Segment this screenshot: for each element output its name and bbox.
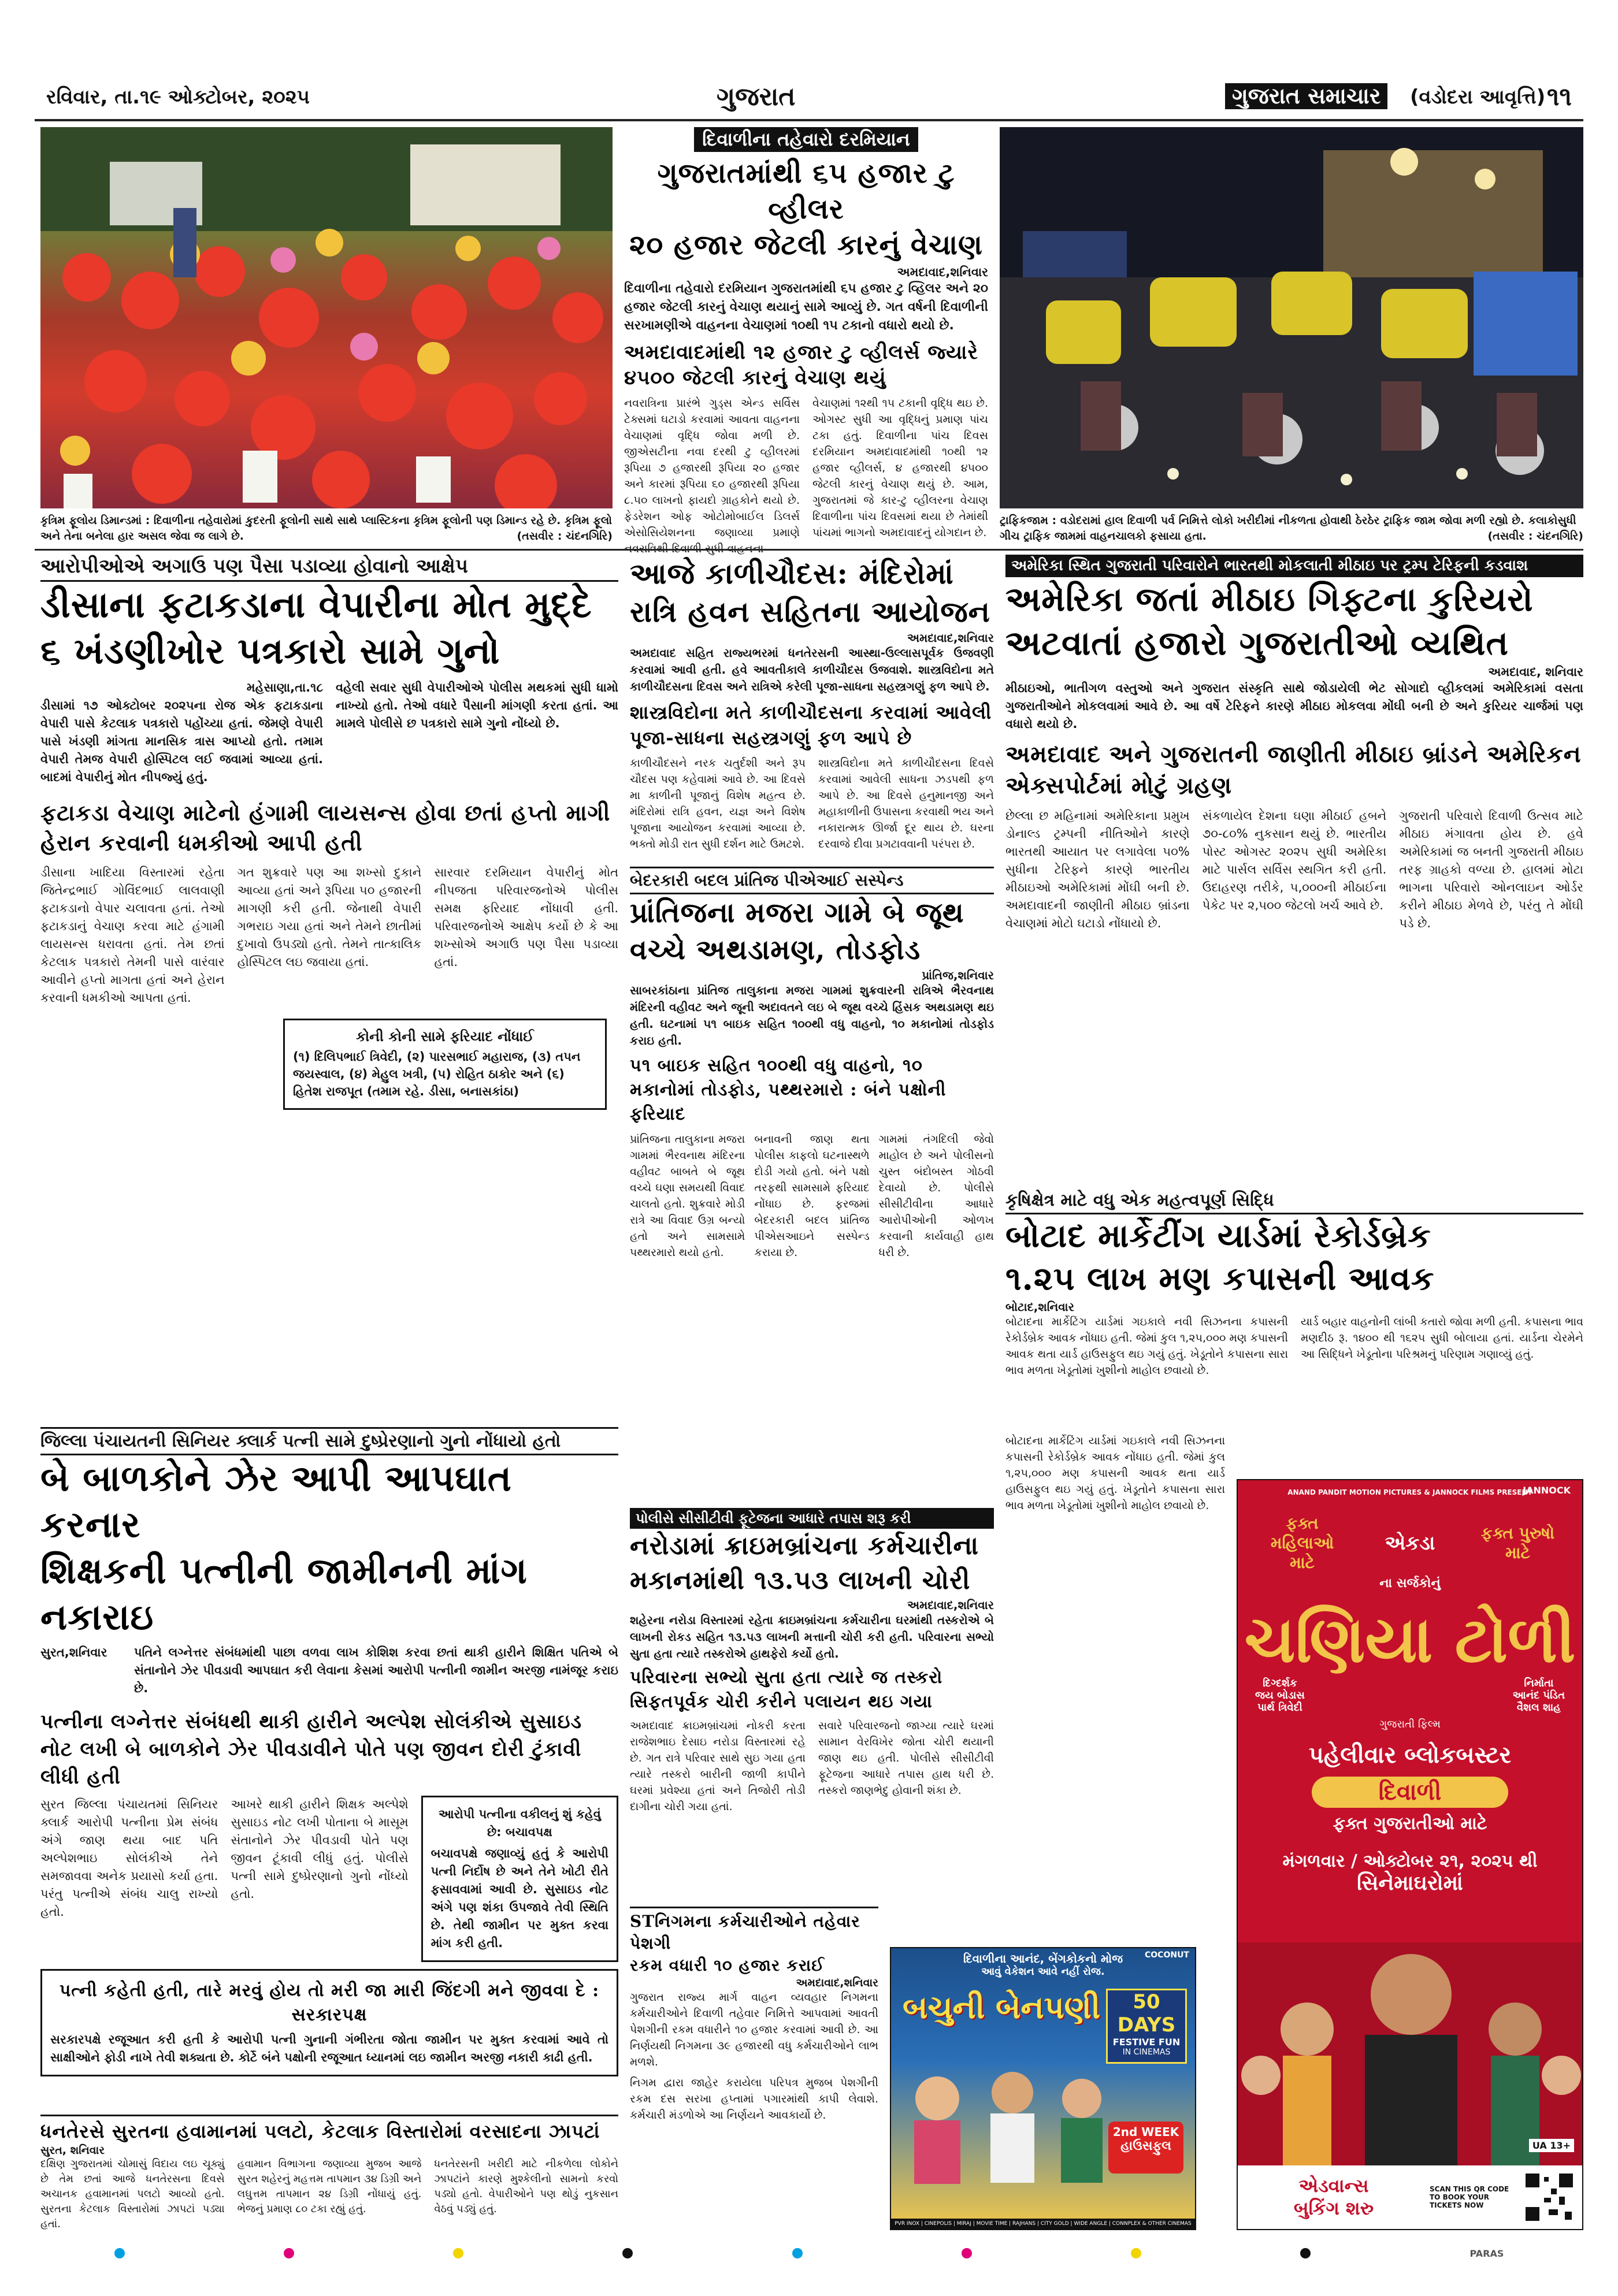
temples-lead: અમદાવાદ સહિત રાજ્યભરમાં ધનતેરસની આસ્થા-ઉલ્લાસપૂર્વક ઉજવણી કરવામાં આવી હતી. હવે આવતીકાલે કાળીચૌદસ ઉજવાશે. શાસ્ત્રવિદોના મતે કાળીચૌદસના દિવસ અને રાત્રિએ કરેલી પૂજા-સાધના સહસ્ત્રગણું ફળ આપે છે. — [630, 646, 994, 693]
cars-headline-2: ૨૦ હજાર જેટલી કારનું વેચાણ — [629, 229, 983, 261]
pantij-dateline: પ્રાંતિજ,શનિવાર — [922, 968, 994, 982]
deesa-kicker: આરોપીઓએ અગાઉ પણ પૈસા પડાવ્યા હોવાનો આક્ષેપ — [40, 555, 618, 582]
deesa-box-body: (૧) દિલિપભાઈ ત્રિવેદી, (૨) પારસભાઈ મહારાજ, (૩) તપન જયસ્વાલ, (૪) મેહુલ ખત્રી, (૫) રોહિત ઠાકોર અને (૬) હિતેશ રાજપૂત (તમામ રહે. ડીસા, બનાસકાંઠા) — [293, 1050, 581, 1098]
traffic-caption — [1000, 513, 1583, 544]
poison-subhead: પત્નીના લગ્નેત્તર સંબંધથી થાકી હારીને અલ્પેશ સોલંકીએ સુસાઇડ નોટ લખી બે બાળકોને ઝેર પીવડાવીને પોતે પણ જીવન દોરી ટુંકાવી લીધી હતી — [40, 1710, 582, 1789]
ad-cowriter: વૈશલ શાહ — [1516, 1701, 1561, 1714]
sweets-col-2: સંકળાયેલ દેશના ઘણા મીઠાઈ હબને ૭૦-૮૦% નુકસાન થયું છે. ભારતીય પોસ્ટ ઓગસ્ટ ૨૦૨૫ સુધી અમેરિકા માટે પાર્સલ સર્વિસ સ્થગિત કરી હતી. ઉદાહરણ તરીકે, ૫,૦૦૦ની મીઠાઈના પેકેટ પર ૨,૫૦૦ જેટલો ખર્ચ આવે છે. — [1202, 809, 1387, 912]
story-st — [630, 1907, 878, 2230]
story-poison — [40, 1427, 618, 2109]
naroda-col-2: સવારે પરિવારજનો જાગ્યા ત્યારે ઘરમાં સામાન વેરવિખેર જોતા ચોરી થયાની જાણ થઇ હતી. પોલીસે સીસીટીવી ફૂટેજના આધારે તપાસ હાથ ધરી છે. તસ્કરો જાણભેદુ હોવાની શંકા છે. — [818, 1719, 994, 1797]
flowers-caption — [40, 513, 613, 544]
story-naroda — [630, 1508, 994, 1813]
yellow-dot — [1131, 2248, 1141, 2258]
sweets-headline-1: અમેરિકા જતાં મીઠાઇ ગિફ્ટના કુરિયરો — [1005, 579, 1534, 619]
botad-col-1: બોટાદના માર્કેટિંગ યાર્ડમાં ગઇકાલે નવી સિઝનના કપાસની રેકોર્ડબ્રેક આવક નોંધાઇ હતી. જેમાં કુલ ૧,૨૫,૦૦૦ મણ કપાસની આવક થતા યાર્ડ હાઉસફુલ થઇ ગયું હતું. ખેડૂતોને કપાસના સારા ભાવ મળતા ખેડૂતોમાં ખુશીનો માહોલ છવાયો છે. — [1005, 1316, 1288, 1377]
temples-col-1: કાળીચૌદસને નરક ચતુર્દશી અને રૂપ ચૌદસ પણ કહેવામાં આવે છે. આ દિવસે મા કાળીની પૂજાનું વિશેષ મહત્વ છે. મંદિરોમાં રાત્રિ હવન, યજ્ઞ અને વિશેષ પૂજાના આયોજન કરવામાં આવ્યા છે. ભક્તો મોડી રાત સુધી દર્શન માટે ઉમટશે. — [630, 757, 806, 850]
masthead — [35, 81, 1583, 118]
naroda-subhead: પરિવારના સભ્યો સુતા હતા ત્યારે જ તસ્કરો સિફતપૂર્વક ચોરી કરીને પલાયન થઇ ગયા — [630, 1667, 943, 1712]
rule-row1 — [35, 549, 1583, 551]
masthead-rule — [35, 119, 1583, 121]
sweets-kicker: અમેરિકા સ્થિત ગુજરાતી પરિવારોને ભારતથી મોકલાતી મીઠાઇ પર ટ્રમ્પ ટેરિફની કડવાશ — [1005, 555, 1583, 577]
botad-continued-text: બોટાદના માર્કેટિંગ યાર્ડમાં ગઇકાલે નવી સિઝનના કપાસની રેકોર્ડબ્રેક આવક નોંધાઇ હતી. જેમાં કુલ ૧,૨૫,૦૦૦ મણ કપાસની આવક થતા યાર્ડ હાઉસફુલ થઇ ગયું હતું. ખેડૂતોને કપાસના સારા ભાવ મળતા ખેડૂતોમાં ખુશીનો માહોલ છવાયો છે. — [1005, 1435, 1225, 1512]
traffic-photo — [1000, 127, 1583, 508]
ad-chaniya-toli[interactable] — [1237, 1479, 1583, 2230]
cars-kicker: દિવાળીના તહેવારો દરમિયાન — [694, 127, 918, 152]
ad-producer: આનંદ પંડિત — [1512, 1689, 1565, 1701]
temples-kicker: આજે કાળીચૌદસ: મંદિરોમાં — [630, 556, 954, 590]
botad-col-2: યાર્ડ બહાર વાહનોની લાંબી કતારો જોવા મળી હતી. કપાસના ભાવ મણદીઠ રૂ. ૧૪૦૦ થી ૧૬૨૫ સુધી બોલાયા હતાં. યાર્ડના ચેરમેને આ સિદ્ધિને ખેડૂતોના પરિશ્રમનું પરિણામ ગણાવ્યું હતું. — [1301, 1316, 1583, 1361]
black-dot — [1300, 2248, 1311, 2258]
ad-booking: બુકિંગ શરુ — [1293, 2197, 1374, 2219]
flowers-photo — [40, 127, 613, 508]
cyan-dot — [114, 2248, 125, 2258]
ad-producer-label: નિર્માતા — [1524, 1677, 1554, 1689]
traffic-credit: (તસવીર : ચંદનગિરિ) — [1487, 530, 1583, 543]
ad-diwali: દિવાળી — [1312, 1777, 1508, 1808]
traffic-illustration — [1000, 127, 1583, 508]
ad-release: મંગળવાર / ઓક્ટોબર ૨૧, ૨૦૨૫ થી — [1282, 1851, 1538, 1871]
ad-bachu-top-2: આવું વેકેશન આવે નહીં રોજ. — [981, 1966, 1105, 1978]
qr-code-icon[interactable] — [1523, 2171, 1575, 2223]
cars-subhead: અમદાવાદમાંથી ૧૨ હજાર ટુ વ્હીલર્સ જ્યારે ૪૫૦૦ જેટલી કારનું વેચાણ થયું — [624, 341, 978, 389]
poison-col-1: સુરત જિલ્લા પંચાયતમાં સિનિયર ક્લાર્ક આરોપી પત્નીના પ્રેમ સંબંધ અંગે જાણ થયા બાદ પતિ અલ્પેશભાઇ સોલંકીએ તેને સમજાવવા અનેક પ્રયાસો કર્યા હતા. પરંતુ પત્નીએ સંબંધ ચાલુ રાખ્યો હતો. — [40, 1797, 218, 1919]
ad-bachu-brand: COCONUT — [1145, 1951, 1189, 1960]
deesa-body-1: ડીસાના ખાદિયા વિસ્તારમાં રહેતા જિતેન્દ્રભાઈ ગોવિંદભાઈ લાલવાણી ફટાકડાનો વેપાર ચલાવતા હતાં. તેઓ ફટાકડાનું વેચાણ કરવા માટે હંગામી લાયસન્સ ધરાવતા હતાં. તેમ છતાં કેટલાક પત્રકારો તેમની પાસે વારંવાર આવીને હપ્તો માગતા હતાં અને હેરાન કરવાની ધમકીઓ આપતા હતાં. — [40, 865, 225, 1005]
deesa-box-title: કોની કોની સામે ફરિયાદ નોંધાઈ — [356, 1028, 534, 1045]
story-pantij — [630, 867, 994, 1416]
poison-headline-1: બે બાળકોને ઝેર આપી આપઘાત કરનાર — [40, 1457, 512, 1545]
deesa-body-3: સારવાર દરમિયાન વેપારીનું મોત નીપજતા પરિવારજનોએ પોલીસ સમક્ષ ફરિયાદ નોંધાવી હતી. પરિવારજનોએ આક્ષેપ કર્યો છે કે આ શખ્સોએ અગાઉ પણ પૈસા પડાવ્યા હતાં. — [434, 865, 619, 969]
pantij-subhead: ૫૧ બાઇક સહિત ૧૦૦થી વધુ વાહનો, ૧૦ મકાનોમાં તોડફોડ, પથ્થરમારો : બંને પક્ષોની ફરિયાદ — [630, 1056, 947, 1124]
masthead-edition: (વડોદરા આવૃત્તિ) — [1410, 86, 1546, 109]
ad-scan-text: SCAN THIS QR CODE TO BOOK YOUR TICKETS NOW — [1430, 2185, 1509, 2209]
ad-advance: એડવાન્સ — [1298, 2175, 1369, 2197]
deesa-accused-box — [283, 1019, 607, 1110]
sweets-lead: મીઠાઇઓ, ભાતીગળ વસ્તુઓ અને ગુજરાત સંસ્કૃતિ સાથે જોડાયેલી ભેટ સોગાદો વ્હીકલમાં અમેરિકામાં વસતા ગુજરાતીઓને મોકલવામાં આવે છે. આ વર્ષે ટેરિફને કારણે મીઠાઇ મોકલવા મોંઘી બની છે અને કુરિયર ચાર્જમાં પણ વધારો થયો છે. — [1005, 681, 1583, 731]
sweets-col-3: ગુજરાતી પરિવારો દિવાળી ઉત્સવ માટે મીઠાઇ મંગાવતા હોય છે. હવે અમેરિકામાં જ બનતી ગુજરાતી મીઠાઇ તરફ ગ્રાહકો વળ્યા છે. હાલમાં મોટા ભાગના પરિવારો ઓનલાઇન ઓર્ડર કરીને મીઠાઇ મેળવે છે, પરંતુ તે મોંઘી પડે છે. — [1399, 809, 1584, 930]
ad-bachu-week-badge — [1108, 2122, 1183, 2174]
poison-defense-box — [421, 1796, 618, 1962]
masthead-paper: ગુજરાત સમાચાર — [1225, 83, 1387, 109]
pantij-col-3: ગામમાં તંગદિલી જેવો માહોલ છે અને પોલીસનો ચુસ્ત બંદોબસ્ત ગોઠવી દેવાયો છે. પોલીસે સીસીટીવીના આધારે આરોપીઓની ઓળખ કરવાની કાર્યવાહી હાથ ધરી છે. — [878, 1133, 994, 1259]
magenta-dot — [962, 2248, 972, 2258]
weather-headline: ધનતેરસે સુરતના હવામાનમાં પલટો, કેટલાક વિસ્તારોમાં વરસાદના ઝાપટાં — [40, 2115, 618, 2144]
story-cars — [624, 127, 988, 543]
ad-tag-creators: ના સર્જકોનું — [1379, 1576, 1441, 1591]
magenta-dot — [284, 2248, 294, 2258]
poison-box-body: બચાવપક્ષે જણાવ્યું હતું કે આરોપી પત્ની નિર્દોષ છે અને તેને ખોટી રીતે ફસાવવામાં આવી છે. સુસાઇડ નોટ અંગે પણ શંકા ઉપજાવે તેવી સ્થિતિ છે. તેથી જામીન પર મુક્ત કરવા માંગ કરી હતી. — [431, 1847, 608, 1950]
cars-col-2: વેચાણમાં ૧૨થી ૧૫ ટકાની વૃદ્ધિ થઇ છે. ઓગસ્ટ સુધી આ વૃદ્ધિનું પ્રમાણ પાંચ ટકા હતું. દિવાળીના પાંચ દિવસ દરમિયાન અમદાવાદમાંથી ૧૦થી ૧૨ હજાર વ્હીલર્સ, ૪ હજારથી ૪૫૦૦ જેટલી કારનું વેચાણ થયું છે. આમ, ગુજરાતમાં જે કાર-ટુ વ્હીલરના વેચાણ દિવાળીના પાંચ દિવસમાં થયા છે તેમાંથી પાંચમાં ભાગનો અમદાવાદનું યોગદાન છે. — [812, 397, 988, 539]
ad-bachu-days: 50 DAYS — [1117, 1990, 1176, 2037]
cars-headline-1: ગુજરાતમાંથી ૬૫ હજાર ટુ વ્હીલર — [657, 157, 955, 225]
ad-bachu-footer: PVR INOX | CINEPOLIS | MIRAJ | MOVIE TIME | RAJHANS | CITY GOLD | WIDE ANGLE | CONNPLEX & OTHER CINEMAS — [891, 2219, 1195, 2229]
ad-tag-women: ફક્ત મહિલાઓ માટે — [1270, 1514, 1334, 1572]
ad-only-gujarati: ફક્ત ગુજરાતીઓ માટે — [1333, 1814, 1487, 1834]
ad-bachu-top: દિવાળીના આનંદ, બેંગકોકનો મોજ — [963, 1952, 1123, 1966]
naroda-kicker: પોલીસે સીસીટીવી ફૂટેજના આધારે તપાસ શરૂ કરી — [630, 1508, 994, 1529]
sweets-dateline: અમદાવાદ, શનિવાર — [1488, 665, 1583, 679]
naroda-col-1: અમદાવાદ ક્રાઇમબ્રાંચમાં નોકરી કરતા રાજેશભાઇ દેસાઇ નરોડા વિસ્તારમાં રહે છે. ગત રાત્રે પરિવાર સાથે સુઇ ગયા હતા ત્યારે તસ્કરો બારીની જાળી કાપીને ઘરમાં પ્રવેશ્યા હતાં અને તિજોરી તોડી દાગીના ચોરી ગયા હતાં. — [630, 1719, 806, 1813]
sweets-col-1: છેલ્લા છ મહિનામાં અમેરિકાના પ્રમુખ ડોનાલ્ડ ટ્રમ્પની નીતિઓને કારણે ભારતથી આયાત પર લગાવેલા ૫૦% સુધીના ટેરિફને કારણે ભારતીય મીઠાઇઓ અમેરિકામાં મોંઘી બની છે. અમદાવાદની જાણીતી મીઠાઇ બ્રાંડના વેચાણમાં મોટો ઘટાડો નોંધાયો છે. — [1005, 809, 1190, 930]
black-dot — [622, 2248, 633, 2258]
ad-bachu-days-badge — [1106, 1989, 1187, 2064]
story-temples — [630, 555, 994, 855]
ad-title: ચણિયા ટોળી — [1244, 1602, 1576, 1677]
temples-headline: રાત્રિ હવન સહિતના આયોજન — [630, 595, 990, 629]
ad-blockbuster: પહેલીવાર બ્લોકબસ્ટર — [1308, 1742, 1512, 1769]
ad-bachu-title: બચુની બેનપણી — [903, 1989, 1101, 2026]
ad-cinemas: સિનેમાઘરોમાં — [1357, 1871, 1463, 1895]
ad-booking-bar[interactable] — [1238, 2165, 1582, 2229]
poison-quote-title: પત્ની કહેતી હતી, તારે મરવું હોય તો મરી જા મારી જિંદગી મને જીવવા દે : સરકારપક્ષ — [59, 1981, 600, 2025]
pantij-headline-2: વચ્ચે અથડામણ, તોડફોડ — [630, 934, 921, 966]
poison-headline-2: શિક્ષકની પત્નીની જામીનની માંગ નકારાઇ — [40, 1550, 528, 1638]
ad-bachu-houseful: હાઉસફુલ — [1120, 2139, 1171, 2153]
botad-headline-1: બોટાદ માર્કેટીંગ યાર્ડમાં રેકોર્ડબ્રેક — [1005, 1217, 1431, 1255]
st-headline-2: રકમ વધારી ૧૦ હજાર કરાઈ — [630, 1956, 825, 1975]
ad-bachu-fun: FESTIVE FUN — [1112, 2037, 1181, 2048]
ad-gujarati: ગુજરાતી ફિલ્મ — [1379, 1718, 1441, 1730]
pantij-col-2: બનાવની જાણ થતા પોલીસ કાફલો ઘટનાસ્થળે દોડી ગયો હતો. બંને પક્ષો તરફથી સામસામે ફરિયાદ નોંધાઇ છે. ફરજમાં બેદરકારી બદલ પ્રાંતિજ પીએસઆઇને સસ્પેન્ડ કરાયા છે. — [754, 1133, 870, 1259]
naroda-headline-2: મકાનમાંથી ૧૩.૫૩ લાખની ચોરી — [630, 1566, 971, 1595]
masthead-date: રવિવાર, તા.૧૯ ઓક્ટોબર, ૨૦૨૫ — [46, 86, 310, 109]
traffic-caption-text: ટ્રાફિકજામ : વડોદરામાં હાલ દિવાળી પર્વ નિમિત્તે લોકો ખરીદીમાં નીકળતા હોવાથી ઠેરઠેર ટ્રાફિક જામ જોવા મળી રહ્યો છે. કલાકોસુધી ગીચ ટ્રાફિક જામમાં વાહનચાલકો ફસાયા હતા. — [1000, 514, 1576, 543]
story-sweets — [1005, 555, 1583, 1132]
flowers-credit: (તસવીર : ચંદનગિરિ) — [517, 530, 613, 543]
page-number: ૧૧ — [1546, 82, 1572, 112]
story-deesa — [40, 555, 618, 1410]
ad-bachu[interactable] — [890, 1947, 1196, 2230]
naroda-dateline: અમદાવાદ,શનિવાર — [907, 1598, 994, 1612]
poison-box-title: આરોપી પત્નીના વકીલનું શું કહેવું છે: બચાવપક્ષ — [438, 1807, 601, 1839]
pantij-headline-1: પ્રાંતિજના મજરા ગામે બે જૂથ — [630, 897, 964, 929]
ad-jannock: JANNOCK — [1523, 1485, 1571, 1496]
flowers-caption-text: કૃત્રિમ ફૂલોય ડિમાન્ડમાં : દિવાળીના તહેવારોમાં કુદરતી ફૂલોની સાથે સાથે પ્લાસ્ટિકના કૃત્રિમ ફૂલોની પણ ડિમાન્ડ રહે છે. કૃત્રિમ ફૂલો અને તેના બનેલા હાર અસલ જેવા જ લાગે છે. — [40, 514, 612, 543]
botad-headline-2: ૧.૨૫ લાખ મણ કપાસની આવક — [1005, 1260, 1435, 1298]
st-col-2: નિગમ દ્વારા જાહેર કરાયેલા પરિપત્ર મુજબ પેશગીની રકમ દસ સરખા હપ્તામાં પગારમાંથી કાપી લેવાશે. કર્મચારી મંડળોએ આ નિર્ણયને આવકાર્યો છે. — [630, 2076, 878, 2122]
ad-rating: UA 13+ — [1529, 2139, 1574, 2152]
weather-col-2: હવામાન વિભાગના જણાવ્યા મુજબ આજે સુરત શહેરનું મહત્તમ તાપમાન ૩૪ ડિગ્રી અને લઘુત્તમ તાપમાન ૨૪ ડિગ્રી નોંધાયું હતું. ભેજનું પ્રમાણ ૮૦ ટકા રહ્યું હતું. — [237, 2158, 422, 2215]
naroda-headline-1: નરોડામાં ક્રાઇમબ્રાંચના કર્મચારીના — [630, 1531, 979, 1561]
cars-dateline: અમદાવાદ,શનિવાર — [897, 265, 988, 279]
sweets-subhead: અમદાવાદ અને ગુજરાતની જાણીતી મીઠાઇ બ્રાંડને અમેરિકન એક્સપોર્ટમાં મોટું ગ્રહણ — [1005, 741, 1582, 799]
deesa-subhead: ફટાકડા વેચાણ માટેનો હંગામી લાયસન્સ હોવા છતાં હપ્તો માગી હેરાન કરવાની ધમકીઓ આપી હતી — [40, 800, 611, 856]
cars-lead: દિવાળીના તહેવારો દરમિયાન ગુજરાતમાંથી ૬૫ હજાર ટુ વ્હિલર અને ૨૦ હજાર જેટલી કારનું વેચાણ થયાનું સામે આવ્યું છે. ગત વર્ષની દિવાળીની સરખામણીએ વાહનના વેચાણમાં ૧૦થી ૧૫ ટકાનો વધારો થયો છે. — [624, 281, 988, 333]
botad-kicker: કૃષિક્ષેત્ર માટે વધુ એક મહત્વપૂર્ણ સિદ્ધિ — [1005, 1190, 1583, 1214]
pantij-lead: સાબરકાંઠાના પ્રાંતિજ તાલુકાના મજરા ગામમાં શુક્રવારની રાત્રિએ ભૈરવનાથ મંદિરની વહીવટ અને જૂની અદાવતને લઇ બે જૂથ વચ્ચે હિંસક અથડામણ થઇ હતી. ઘટનામાં ૫૧ બાઇક સહિત ૧૦૦થી વધુ વાહનો, ૧૦ મકાનોમાં તોડફોડ કરાઇ હતી. — [630, 983, 994, 1047]
temples-dateline: અમદાવાદ,શનિવાર — [907, 631, 994, 645]
ad-writer: પાર્થ ત્રિવેદી — [1257, 1701, 1302, 1714]
ad-tag-men: ફક્ત પુરુષો માટે — [1480, 1524, 1555, 1562]
botad-dateline: બોટાદ,શનિવાર — [1005, 1300, 1074, 1314]
flowers-illustration — [40, 127, 613, 508]
poison-kicker: જિલ્લા પંચાયતની સિનિયર ક્લાર્ક પત્ની સામે દુષ્પ્રેરણાનો ગુનો નોંધાયો હતો — [40, 1427, 618, 1455]
ad-bachu-cinemas: IN CINEMAS — [1122, 2048, 1171, 2057]
poison-prosecution-box — [40, 1969, 618, 2076]
deesa-body-2: ગત શુક્રવારે પણ આ શખ્સો દુકાને આવ્યા હતાં અને રૂપિયા ૫૦ હજારની માગણી કરી હતી. જેનાથી વેપારી ગભરાઇ ગયા હતાં અને તેમને છાતીમાં દુખાવો ઉપડ્યો હતો. તેમને તાત્કાલિક હોસ્પિટલ લઇ જવાયા હતાં. — [237, 865, 422, 969]
poison-quote-body: સરકારપક્ષે રજૂઆત કરી હતી કે આરોપી પત્ની ગુનાની ગંભીરતા જોતા જામીન પર મુક્ત કરવામાં આવે તો સાક્ષીઓને ફોડી નાખે તેવી શક્યતા છે. કોર્ટે બંને પક્ષોની રજૂઆત ધ્યાનમાં લઇ જામીન અરજી નકારી કાઢી હતી. — [50, 2033, 608, 2064]
deesa-headline-1: ડીસાના ફટાકડાના વેપારીના મોત મુદ્દે — [40, 584, 592, 626]
story-weather — [40, 2115, 619, 2230]
weather-col-1: દક્ષિણ ગુજરાતમાં ચોમાસું વિદાય લઇ ચૂક્યું છે તેમ છતાં આજે ધનતેરસના દિવસે અચાનક હવામાનમાં પલટો આવ્યો હતો. સુરતના કેટલાક વિસ્તારોમાં ઝાપટાં પડ્યા હતાં. — [40, 2158, 225, 2230]
footer-color-bar — [35, 2242, 1583, 2265]
pantij-col-1: પ્રાંતિજના તાલુકાના મજરા ગામમાં ભૈરવનાથ મંદિરના વહીવટ બાબતે બે જૂથ વચ્ચે ઘણા સમયથી વિવાદ ચાલતો હતો. શુક્રવારે મોડી રાત્રે આ વિવાદ ઉગ્ર બન્યો હતો અને સામસામે પથ્થરમારો થયો હતો. — [630, 1133, 745, 1259]
deesa-lead-2: વહેલી સવાર સુધી વેપારીઓએ પોલીસ મથકમાં સુધી ધામો નાખ્યો હતો. તેઓ વધારે પૈસાની માંગણી કરતા હતાં. આ મામલે પોલીસે છ પત્રકારો સામે ગુનો નોંધ્યો છે. — [336, 681, 618, 730]
deesa-headline-2: ૬ ખંડણીખોર પત્રકારો સામે ગુનો — [40, 630, 500, 672]
yellow-dot — [453, 2248, 463, 2258]
cyan-dot — [792, 2248, 803, 2258]
deesa-lead: ડીસામાં ૧૭ ઓક્ટોબર ૨૦૨૫ના રોજ એક ફટાકડાના વેપારી પાસે કેટલાક પત્રકારો પહોંચ્યા હતાં. જેમણે વેપારી પાસે ખંડણી માંગતા માનસિક ત્રાસ આપ્યો હતો. તમામ વેપારી તેમજ વેપારી હોસ્પિટલ લઈ જવામાં આવ્યા હતાં. બાદમાં વેપારીનું મોત નીપજ્યું હતું. — [40, 699, 323, 784]
poison-lead: પતિને લગ્નેત્તર સંબંધમાંથી પાછા વળવા લાખ કોશિશ કરવા છતાં થાકી હારીને શિક્ષિત પતિએ બે સંતાનોને ઝેર પીવડાવી આપઘાત કરી લેવાના કેસમાં આરોપી પત્નીની જામીન અરજી નામંજૂર કરાઇ છે. — [134, 1645, 618, 1695]
cars-col-1: નવરાત્રિના પ્રારંભે ગુડ્સ એન્ડ સર્વિસ ટેક્સમાં ઘટાડો કરવામાં આવતા વાહનના વેચાણમાં વૃદ્ધિ જોવા મળી છે. જીએસટીના નવા દરથી ટુ વ્હીલરમાં રૂપિયા ૭ હજારથી રૂપિયા ૨૦ હજાર અને કારમાં રૂપિયા ૬૦ હજારથી રૂપિયા ૮.૫૦ લાખનો ફાયદો ગ્રાહકોને થયો છે. ફેડરેશન ઓફ ઓટોમોબાઈલ ડિલર્સ એસોસિયેશનના જણાવ્યા પ્રમાણે — [624, 397, 800, 539]
poison-col-2: આખરે થાકી હારીને શિક્ષક અલ્પેશે સુસાઇડ નોટ લખી પોતાના બે માસૂમ સંતાનોને ઝેર પીવડાવી પોતે પણ જીવન ટૂંકાવી લીધું હતું. પોલીસે પત્ની સામે દુષ્પ્રેરણાનો ગુનો નોંધ્યો હતો. — [231, 1797, 409, 1901]
st-headline-1: STનિગમના કર્મચારીઓને તહેવાર પેશગી — [630, 1907, 878, 1955]
st-col-1: ગુજરાત રાજ્ય માર્ગ વાહન વ્યવહાર નિગમના કર્મચારીઓને દિવાળી તહેવાર નિમિત્તે આપવામાં આવતી પેશગીની રકમ વધારીને ૧૦ હજાર કરવામાં આવી છે. આ નિર્ણયથી નિગમના ૩૯ હજારથી વધુ કર્મચારીઓને લાભ મળશે. — [630, 1991, 878, 2068]
weather-dateline: સુરત, શનિવાર — [40, 2144, 105, 2157]
story-botad — [1005, 1190, 1583, 1433]
pantij-kicker: બેદરકારી બદલ પ્રાંતિજ પીએઆઈ સસ્પેન્ડ — [630, 867, 994, 894]
ad-bachu-week: 2nd WEEK — [1112, 2125, 1179, 2139]
poison-dateline: સુરત,શનિવાર — [40, 1645, 107, 1659]
sweets-headline-2: અટવાતાં હજારો ગુજરાતીઓ વ્યથિત — [1005, 623, 1509, 663]
ad-presenter: ANAND PANDIT MOTION PICTURES & JANNOCK FILMS PRESENT — [1287, 1488, 1532, 1496]
ad-tag-ekda: એકડા — [1385, 1532, 1435, 1555]
masthead-section: ગુજરાત — [717, 82, 796, 112]
st-dateline: અમદાવાદ,શનિવાર — [796, 1977, 878, 1989]
footer-mark: PARAS — [1469, 2247, 1504, 2259]
ad-director-label: દિગ્દર્શક — [1263, 1677, 1297, 1689]
naroda-lead: શહેરના નરોડા વિસ્તારમાં રહેતા ક્રાઇમબ્રાંચના કર્મચારીના ઘરમાંથી તસ્કરોએ બે લાખની રોકડ સહિત ૧૩.૫૩ લાખની મત્તાની ચોરી કરી હતી. પરિવારના સભ્યો સુતા હતા ત્યારે તસ્કરોએ હાથફેરો કર્યો હતો. — [630, 1613, 994, 1660]
temples-subhead: શાસ્ત્રવિદોના મતે કાળીચૌદસના કરવામાં આવેલી પૂજા-સાધના સહસ્ત્રગણું ફળ આપે છે — [630, 701, 992, 749]
weather-col-3: ધનતેરસની ખરીદી માટે નીકળેલા લોકોને ઝાપટાંને કારણે મુશ્કેલીનો સામનો કરવો પડ્યો હતો. વેપારીઓને પણ થોડું નુકસાન વેઠવું પડ્યું હતું. — [434, 2158, 619, 2215]
temples-col-2: શાસ્ત્રવિદોના મતે કાળીચૌદસના દિવસે કરવામાં આવેલી સાધના ઝડપથી ફળ આપે છે. આ દિવસે હનુમાનજી અને મહાકાળીની ઉપાસના કરવાથી ભય અને નકારાત્મક ઊર્જા દૂર થાય છે. ઘરના દરવાજે દીવા પ્રગટાવવાની પરંપરા છે. — [818, 757, 994, 850]
deesa-dateline: મહેસાણા,તા.૧૮ — [246, 681, 323, 694]
ad-director: જય બોડાસ — [1255, 1689, 1305, 1701]
